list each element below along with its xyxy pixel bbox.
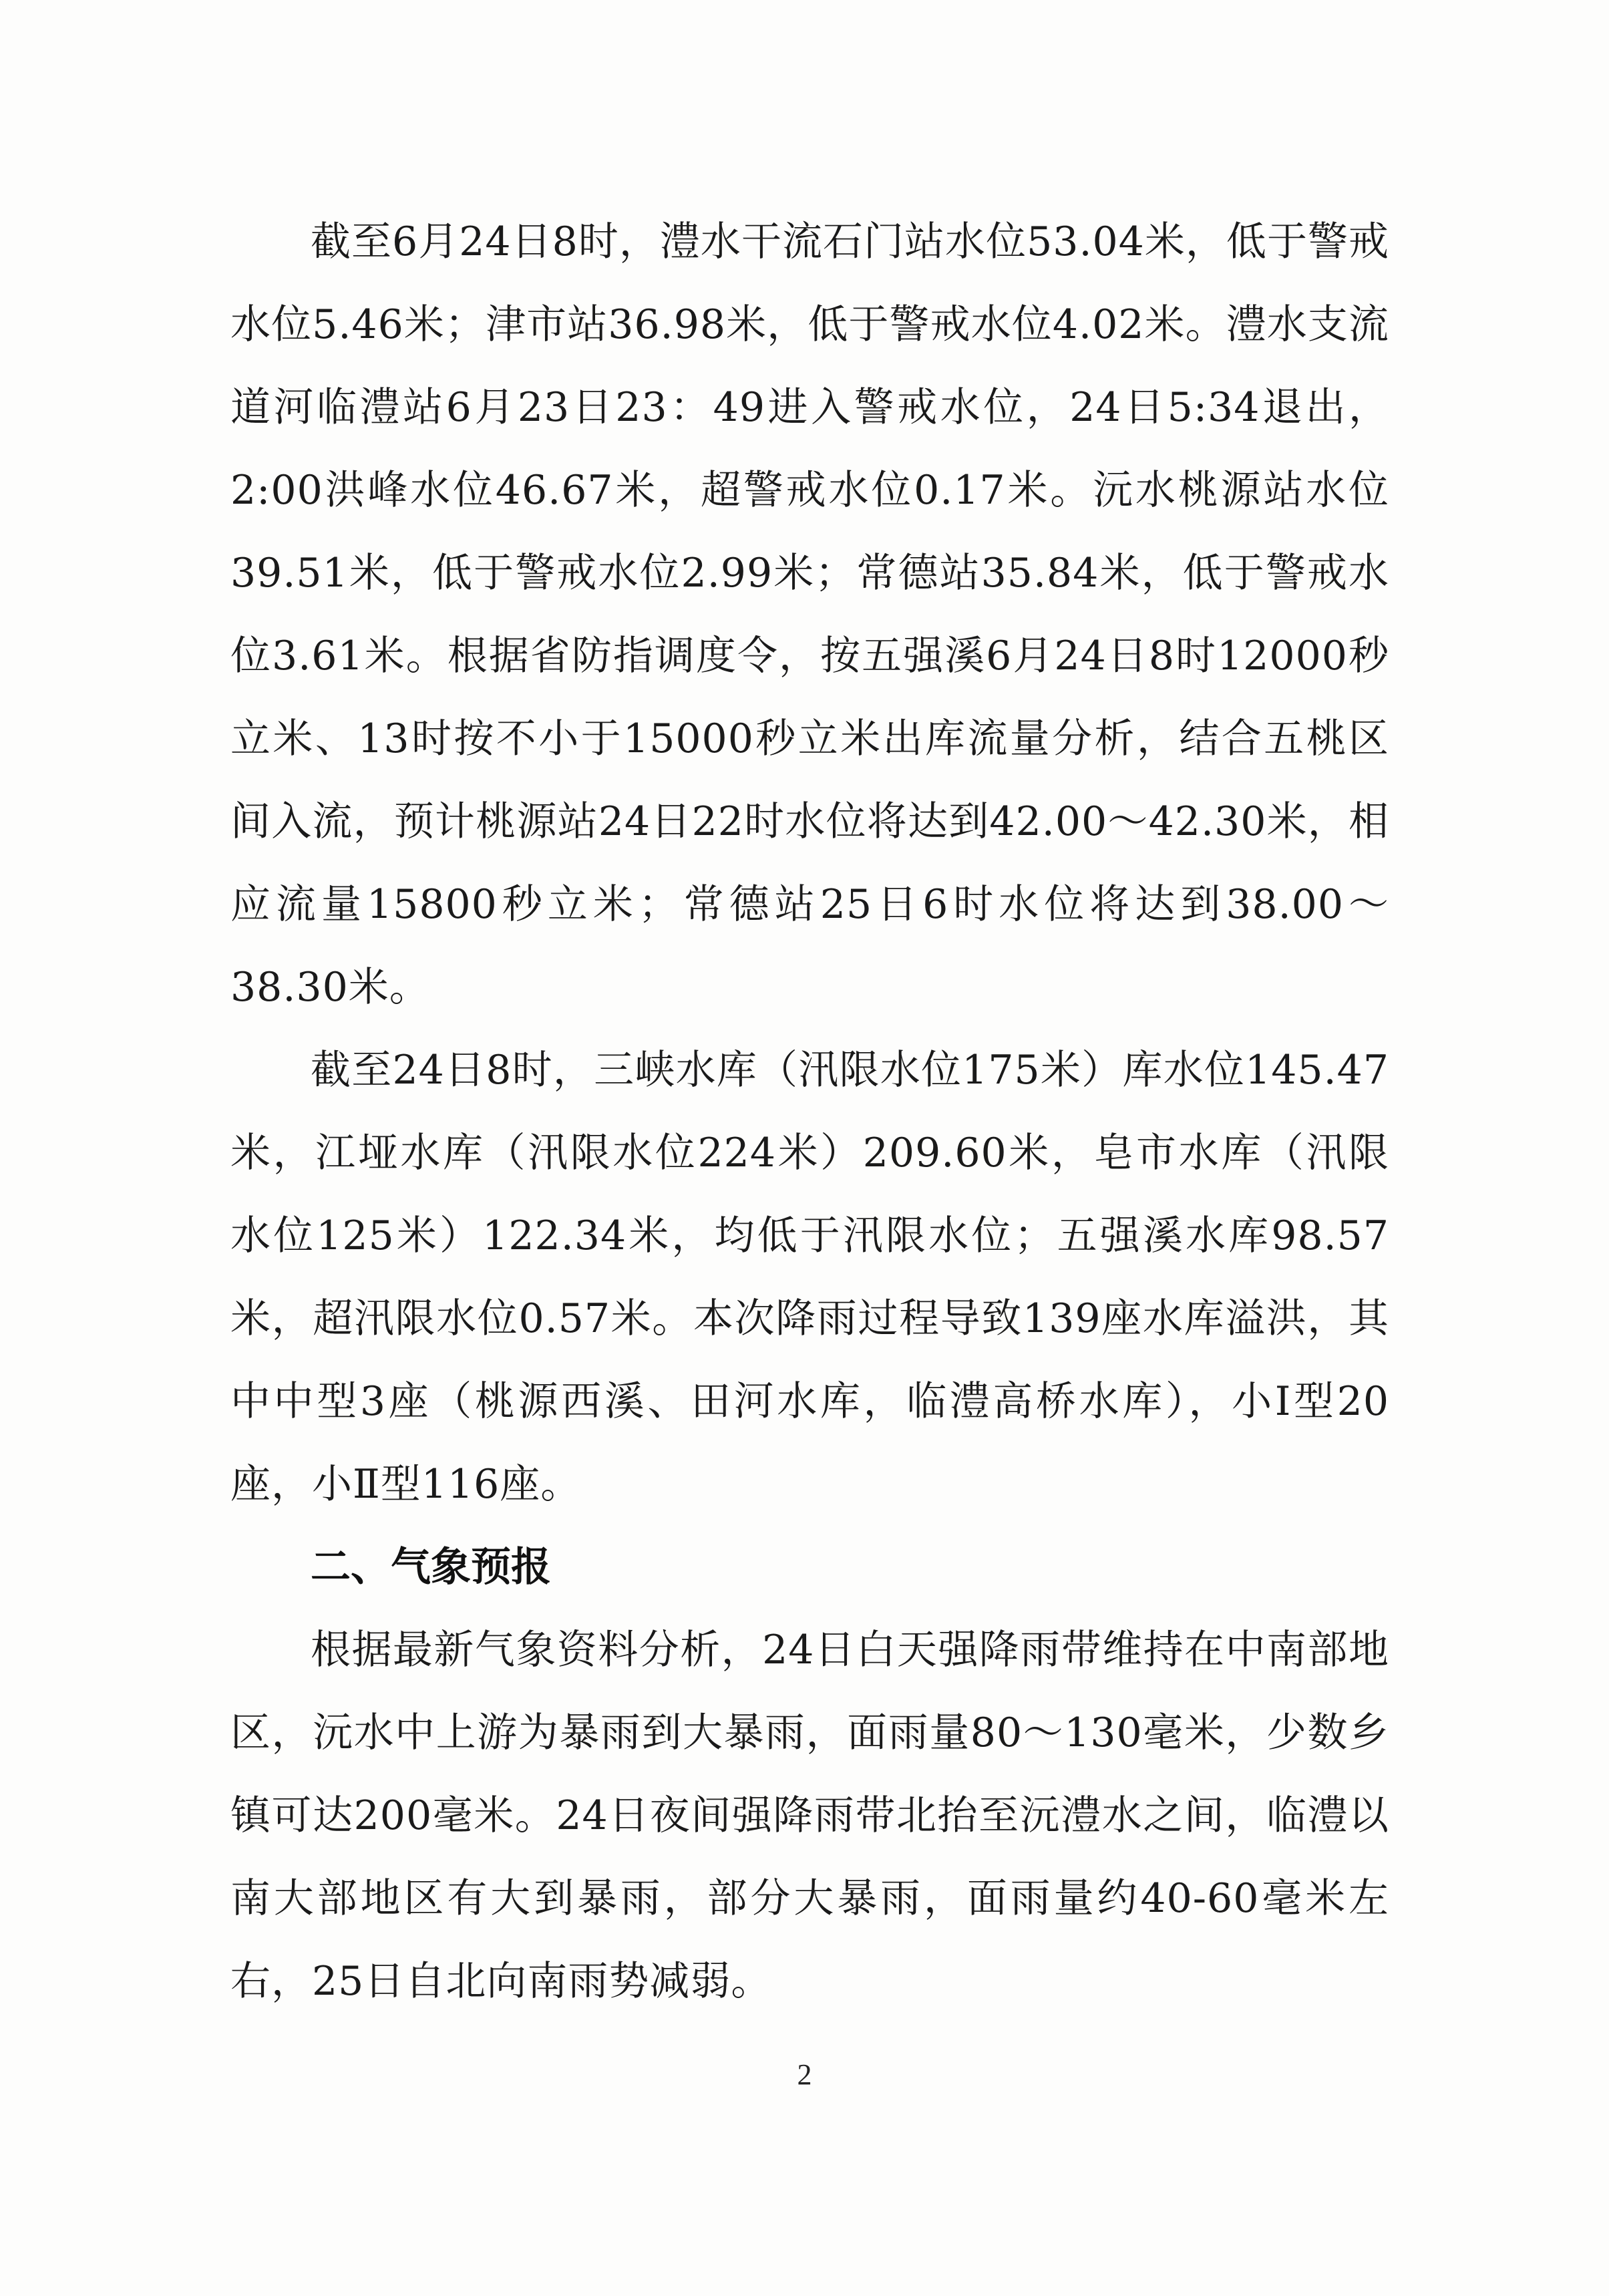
document-body	[230, 200, 1389, 2023]
paragraph-weather-forecast: 根据最新气象资料分析，24日白天强降雨带维持在中南部地区，沅水中上游为暴雨到大暴雨，面雨量80～130毫米，少数乡镇可达200毫米。24日夜间强降雨带北抬至沅澧水之间，临澧以南大部地区有大到暴雨，部分大暴雨，面雨量约40-60毫米左右，25日自北向南雨势减弱。	[230, 1627, 1389, 2005]
paragraph-reservoirs: 截至24日8时，三峡水库（汛限水位175米）库水位145.47米，江垭水库（汛限水位224米）209.60米，皂市水库（汛限水位125米）122.34米，均低于汛限水位；五强溪水库98.57米，超汛限水位0.57米。本次降雨过程导致139座水库溢洪，其中中型3座（桃源西溪、田河水库，临澧高桥水库），小Ⅰ型20座，小Ⅱ型116座。	[230, 1047, 1389, 1508]
paragraph-water-levels: 截至6月24日8时，澧水干流石门站水位53.04米，低于警戒水位5.46米；津市站36.98米，低于警戒水位4.02米。澧水支流道河临澧站6月23日23：49进入警戒水位，24日5:34退出，2:00洪峰水位46.67米，超警戒水位0.17米。沅水桃源站水位39.51米，低于警戒水位2.99米；常德站35.84米，低于警戒水位3.61米。根据省防指调度令，按五强溪6月24日8时12000秒立米、13时按不小于15000秒立米出库流量分析，结合五桃区间入流，预计桃源站24日22时水位将达到42.00～42.30米，相应流量15800秒立米；常德站25日6时水位将达到38.00～38.30米。	[230, 218, 1389, 1011]
page-number: 2	[797, 2058, 812, 2091]
section-heading-weather-forecast: 二、气象预报	[311, 1544, 551, 1591]
